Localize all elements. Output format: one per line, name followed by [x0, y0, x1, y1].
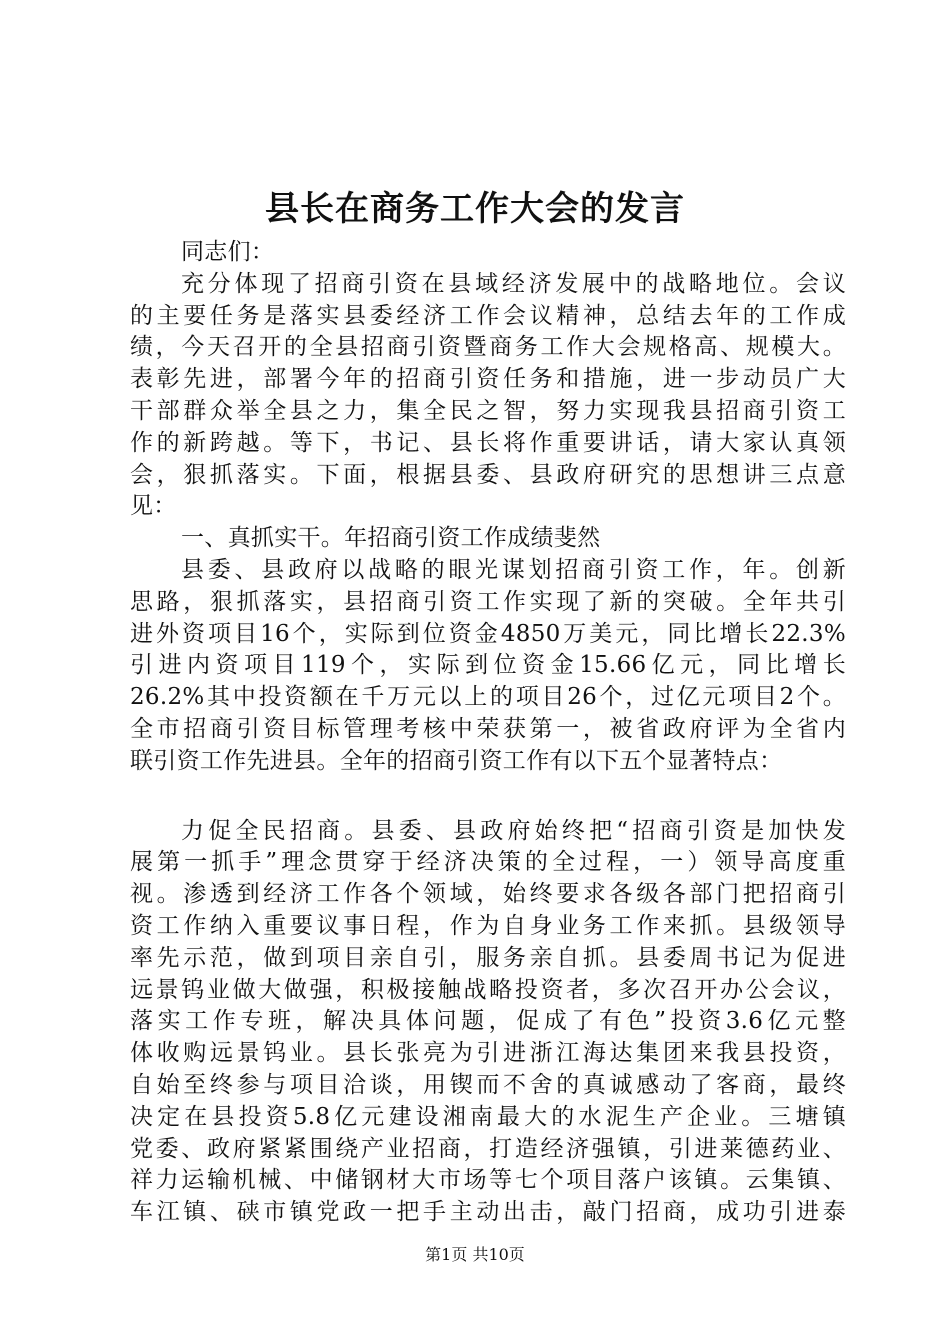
salutation: 同志们： — [181, 239, 275, 265]
text-line: 思路，狠抓落实，县招商引资工作实现了新的突破。全年共引 — [130, 588, 846, 615]
text-line: 绩，今天召开的全县招商引资暨商务工作大会规格高、规模大。 — [130, 334, 846, 361]
text-line: 会，狠抓落实。下面，根据县委、县政府研究的思想讲三点意 — [130, 461, 846, 488]
document-title: 县长在商务工作大会的发言 — [265, 189, 685, 229]
paragraph-spacer — [130, 778, 846, 816]
text-line: 自始至终参与项目洽谈，用锲而不舍的真诚感动了客商，最终 — [130, 1071, 846, 1098]
text-line: 联引资工作先进县。全年的招商引资工作有以下五个显著特点： — [130, 747, 783, 774]
text-line: 充分体现了招商引资在县域经济发展中的战略地位。会议 — [181, 270, 846, 297]
paragraph-intro — [130, 269, 846, 523]
text-line: 决定在县投资5.8亿元建设湘南最大的水泥生产企业。三塘镇 — [130, 1103, 846, 1130]
text-line: 资工作纳入重要议事日程，作为自身业务工作来抓。县级领导 — [130, 912, 846, 939]
text-line: 党委、政府紧紧围绕产业招商，打造经济强镇，引进莱德药业、 — [130, 1135, 846, 1162]
text-line: 体收购远景钨业。县长张亮为引进浙江海达集团来我县投资， — [130, 1040, 846, 1067]
paragraph-achievements — [130, 555, 846, 778]
text-line: 落实工作专班，解决具体问题，促成了有色”投资3.6亿元整 — [130, 1008, 846, 1035]
section-heading: 一、真抓实干。年招商引资工作成绩斐然 — [181, 525, 601, 552]
text-line: 县委、县政府以战略的眼光谋划招商引资工作，年。创新 — [181, 556, 846, 583]
text-line: 的主要任务是落实县委经济工作会议精神，总结去年的工作成 — [130, 302, 846, 329]
document-body — [130, 237, 846, 1229]
text-line: 进外资项目16个，实际到位资金4850万美元，同比增长22.3% — [130, 620, 846, 647]
text-line: 见： — [130, 493, 177, 520]
text-line: 作的新跨越。等下，书记、县长将作重要讲话，请大家认真领 — [130, 429, 846, 456]
text-line: 力促全民招商。县委、县政府始终把“招商引资是加快发 — [181, 817, 846, 844]
text-line: 率先示范，做到项目亲自引，服务亲自抓。县委周书记为促进 — [130, 944, 846, 971]
text-line: 车江镇、硖市镇党政一把手主动出击，敲门招商，成功引进泰 — [130, 1199, 846, 1226]
text-line: 引进内资项目119个，实际到位资金15.66亿元，同比增长 — [130, 652, 846, 679]
text-line: 干部群众举全县之力，集全民之智，努力实现我县招商引资工 — [130, 397, 846, 424]
text-line: 视。渗透到经济工作各个领域，始终要求各级各部门把招商引 — [130, 881, 846, 908]
text-line: 远景钨业做大做强，积极接触战略投资者，多次召开办公会议， — [130, 976, 846, 1003]
page-indicator: 第1页 共10页 — [425, 1245, 525, 1264]
text-line: 祥力运输机械、中储钢材大市场等七个项目落户该镇。云集镇、 — [130, 1167, 846, 1194]
text-line: 表彰先进，部署今年的招商引资任务和措施，进一步动员广大 — [130, 366, 846, 393]
text-line: 全市招商引资目标管理考核中荣获第一，被省政府评为全省内 — [130, 715, 846, 742]
text-line: 26.2%其中投资额在千万元以上的项目26个，过亿元项目2个。 — [130, 684, 846, 711]
text-line: 展第一抓手”理念贯穿于经济决策的全过程，一）领导高度重 — [130, 849, 846, 876]
paragraph-leadership — [130, 816, 846, 1229]
